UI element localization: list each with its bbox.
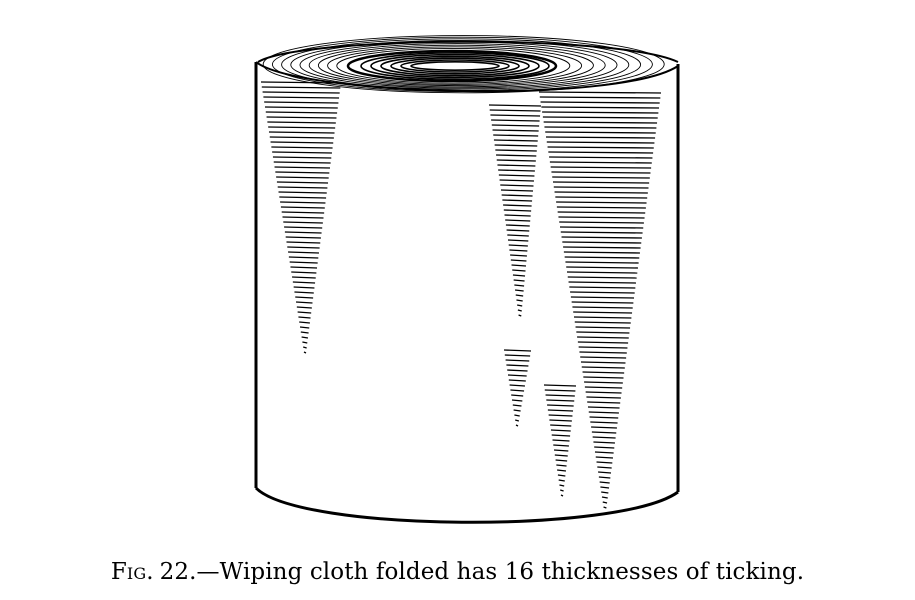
hatch-stroke bbox=[556, 460, 568, 461]
hatch-stroke bbox=[511, 395, 523, 396]
hatch-stroke bbox=[507, 370, 527, 371]
hatch-stroke bbox=[505, 220, 530, 221]
hatch-stroke bbox=[593, 437, 616, 438]
hatch-stroke bbox=[555, 197, 647, 198]
hatch-stroke bbox=[581, 362, 625, 363]
hatch-stroke bbox=[561, 495, 563, 496]
hatch-stroke bbox=[262, 87, 341, 88]
hatch-stroke bbox=[586, 392, 622, 393]
hatch-stroke bbox=[590, 422, 617, 423]
hatch-stroke bbox=[504, 350, 531, 351]
hatch-stroke bbox=[493, 135, 538, 136]
hatch-stroke bbox=[510, 255, 527, 256]
hatch-stroke bbox=[542, 112, 658, 113]
hatch-stroke bbox=[490, 110, 541, 111]
hatch-stroke bbox=[518, 310, 522, 311]
hatch-stroke bbox=[557, 207, 646, 208]
hatch-stroke bbox=[583, 372, 625, 373]
roll-shading-hatch bbox=[261, 82, 661, 508]
hatch-stroke bbox=[516, 425, 518, 426]
hatch-stroke bbox=[513, 275, 525, 276]
hatch-stroke bbox=[291, 272, 316, 273]
hatch-stroke bbox=[547, 142, 655, 143]
hatch-stroke bbox=[579, 352, 626, 353]
hatch-stroke bbox=[570, 292, 635, 293]
hatch-stroke bbox=[583, 377, 623, 378]
figure-caption bbox=[0, 556, 915, 588]
hatch-stroke bbox=[512, 270, 525, 271]
hatch-stroke bbox=[546, 137, 655, 138]
hatch-stroke bbox=[287, 247, 319, 248]
hatch-stroke bbox=[550, 425, 571, 426]
hatch-stroke bbox=[510, 385, 525, 386]
hatch-stroke bbox=[548, 410, 573, 411]
hatch-stroke bbox=[553, 182, 649, 183]
hatch-stroke bbox=[554, 187, 649, 188]
hatch-stroke bbox=[513, 405, 522, 406]
hatch-stroke bbox=[490, 115, 540, 116]
hatch-stroke bbox=[280, 202, 325, 203]
hatch-stroke bbox=[508, 240, 528, 241]
hatch-stroke bbox=[603, 502, 607, 503]
hatch-stroke bbox=[600, 482, 610, 483]
hatch-stroke bbox=[275, 167, 330, 168]
hatch-stroke bbox=[265, 107, 338, 108]
hatch-stroke bbox=[267, 117, 337, 118]
hatch-stroke bbox=[288, 252, 319, 253]
hatch-stroke bbox=[543, 117, 658, 118]
hatch-stroke bbox=[509, 250, 527, 251]
hatch-stroke bbox=[514, 280, 525, 281]
hatch-stroke bbox=[567, 272, 637, 273]
hatch-stroke bbox=[576, 332, 629, 333]
hatch-stroke bbox=[295, 297, 313, 298]
hatch-stroke bbox=[564, 252, 640, 253]
hatch-stroke bbox=[545, 132, 656, 133]
hatch-stroke bbox=[503, 205, 532, 206]
hatch-stroke bbox=[510, 390, 524, 391]
hatch-stroke bbox=[271, 147, 332, 148]
hatch-stroke bbox=[264, 102, 338, 103]
hatch-stroke bbox=[569, 282, 636, 283]
hatch-stroke bbox=[566, 267, 638, 268]
hatch-stroke bbox=[299, 322, 310, 323]
hatch-stroke bbox=[559, 485, 564, 486]
hatch-stroke bbox=[575, 322, 631, 323]
hatch-stroke bbox=[298, 317, 310, 318]
hatch-stroke bbox=[302, 337, 308, 338]
hatch-stroke bbox=[502, 200, 532, 201]
hatch-stroke bbox=[504, 210, 531, 211]
hatch-stroke bbox=[550, 162, 652, 163]
hatch-stroke bbox=[502, 195, 533, 196]
hatch-stroke bbox=[500, 185, 533, 186]
hatch-stroke bbox=[303, 347, 306, 348]
hatch-stroke bbox=[272, 152, 332, 153]
hatch-stroke bbox=[294, 287, 315, 288]
hatch-stroke bbox=[290, 262, 318, 263]
roll-hole-shading bbox=[361, 53, 549, 79]
hatch-stroke bbox=[516, 295, 523, 296]
hatch-stroke bbox=[495, 150, 536, 151]
hatch-stroke bbox=[559, 222, 644, 223]
hatch-stroke bbox=[598, 472, 611, 473]
hatch-stroke bbox=[541, 102, 660, 103]
hatch-stroke bbox=[516, 300, 522, 301]
hatch-stroke bbox=[562, 242, 641, 243]
hatch-stroke bbox=[512, 265, 526, 266]
hatch-stroke bbox=[276, 177, 329, 178]
hatch-stroke bbox=[584, 382, 623, 383]
hatch-stroke bbox=[596, 457, 613, 458]
hatch-stroke bbox=[278, 187, 328, 188]
hatch-stroke bbox=[266, 112, 337, 113]
hatch-stroke bbox=[556, 202, 646, 203]
hatch-stroke bbox=[549, 415, 573, 416]
hatch-stroke bbox=[549, 420, 571, 421]
hatch-stroke bbox=[599, 477, 610, 478]
caption-text: 22.—Wiping cloth folded has 16 thicknesses of ticking. bbox=[159, 559, 805, 585]
hatch-stroke bbox=[507, 235, 528, 236]
hatch-stroke bbox=[491, 120, 539, 121]
hatch-stroke bbox=[551, 430, 571, 431]
hatch-stroke bbox=[500, 180, 534, 181]
hatch-stroke bbox=[519, 315, 522, 316]
hatch-stroke bbox=[573, 312, 632, 313]
hatch-stroke bbox=[553, 445, 569, 446]
hatch-stroke bbox=[587, 402, 620, 403]
hatch-stroke bbox=[301, 332, 309, 333]
hatch-stroke bbox=[501, 190, 533, 191]
hatch-stroke bbox=[540, 97, 661, 98]
hatch-stroke bbox=[578, 342, 628, 343]
hatch-stroke bbox=[588, 407, 620, 408]
hatch-stroke bbox=[511, 260, 527, 261]
hatch-stroke bbox=[565, 262, 638, 263]
hole-ring bbox=[411, 62, 499, 70]
hatch-stroke bbox=[286, 242, 320, 243]
hatch-stroke bbox=[561, 232, 643, 233]
hatch-stroke bbox=[509, 380, 526, 381]
hatch-stroke bbox=[271, 142, 334, 143]
hatch-stroke bbox=[517, 305, 522, 306]
hatch-stroke bbox=[544, 385, 576, 386]
hatch-stroke bbox=[579, 347, 628, 348]
hatch-stroke bbox=[565, 257, 640, 258]
hatch-stroke bbox=[590, 417, 619, 418]
hatch-stroke bbox=[593, 442, 615, 443]
hatch-stroke bbox=[296, 302, 312, 303]
hatch-stroke bbox=[594, 447, 614, 448]
hatch-stroke bbox=[283, 222, 323, 223]
hatch-stroke bbox=[274, 162, 331, 163]
hatch-stroke bbox=[268, 127, 335, 128]
hatch-stroke bbox=[277, 182, 328, 183]
hatch-stroke bbox=[558, 475, 565, 476]
hatch-stroke bbox=[514, 285, 524, 286]
hatch-stroke bbox=[300, 327, 309, 328]
hatch-stroke bbox=[273, 157, 331, 158]
hatch-stroke bbox=[279, 192, 327, 193]
hatch-stroke bbox=[559, 480, 565, 481]
hatch-stroke bbox=[514, 415, 519, 416]
hatch-stroke bbox=[546, 400, 574, 401]
hatch-stroke bbox=[592, 432, 616, 433]
hatch-stroke bbox=[555, 192, 648, 193]
hatch-stroke bbox=[549, 157, 652, 158]
hatch-stroke bbox=[514, 410, 521, 411]
hatch-stroke bbox=[509, 245, 528, 246]
hatch-stroke bbox=[489, 105, 541, 106]
hatch-stroke bbox=[279, 197, 326, 198]
hatch-stroke bbox=[495, 145, 538, 146]
hatch-stroke bbox=[289, 257, 318, 258]
hatch-stroke bbox=[508, 375, 527, 376]
roll-top-layers bbox=[263, 36, 664, 93]
hatch-stroke bbox=[506, 225, 530, 226]
hatch-stroke bbox=[270, 137, 334, 138]
hatch-stroke bbox=[545, 390, 576, 391]
hatch-stroke bbox=[552, 435, 570, 436]
hatch-stroke bbox=[267, 122, 335, 123]
hatch-stroke bbox=[294, 292, 313, 293]
hatch-stroke bbox=[597, 467, 611, 468]
hatch-stroke bbox=[557, 470, 566, 471]
hatch-stroke bbox=[496, 155, 536, 156]
roll-bottom-edge bbox=[256, 488, 678, 522]
hatch-stroke bbox=[562, 237, 642, 238]
hatch-stroke bbox=[281, 207, 325, 208]
hatch-stroke bbox=[551, 167, 651, 168]
hatch-stroke bbox=[582, 367, 625, 368]
hatch-stroke bbox=[571, 297, 634, 298]
hatch-stroke bbox=[574, 317, 631, 318]
hatch-stroke bbox=[560, 490, 563, 491]
hatch-stroke bbox=[290, 267, 317, 268]
hatch-stroke bbox=[298, 312, 312, 313]
hatch-stroke bbox=[554, 450, 568, 451]
hatch-stroke bbox=[547, 405, 574, 406]
hatch-stroke bbox=[292, 277, 316, 278]
hatch-stroke bbox=[269, 132, 335, 133]
roll-center-hole bbox=[348, 51, 556, 81]
hatch-stroke bbox=[591, 427, 617, 428]
hatch-stroke bbox=[512, 400, 522, 401]
hatch-stroke bbox=[498, 170, 535, 171]
hatch-stroke bbox=[497, 165, 535, 166]
hatch-stroke bbox=[493, 130, 539, 131]
hatch-stroke bbox=[555, 455, 568, 456]
hatch-stroke bbox=[275, 172, 329, 173]
hatch-stroke bbox=[541, 107, 659, 108]
hatch-stroke bbox=[494, 140, 538, 141]
hatch-stroke bbox=[600, 487, 609, 488]
hatch-stroke bbox=[515, 290, 524, 291]
hatch-stroke bbox=[568, 277, 637, 278]
hatch-stroke bbox=[504, 215, 530, 216]
hatch-stroke bbox=[282, 212, 324, 213]
hatch-stroke bbox=[284, 227, 322, 228]
hatch-stroke bbox=[560, 227, 643, 228]
hatch-stroke bbox=[556, 465, 566, 466]
hatch-stroke bbox=[539, 92, 661, 93]
hatch-stroke bbox=[263, 97, 339, 98]
caption-label: Fig. bbox=[110, 559, 154, 585]
hatch-stroke bbox=[263, 92, 340, 93]
hatch-stroke bbox=[604, 507, 607, 508]
hatch-stroke bbox=[577, 337, 629, 338]
hatch-stroke bbox=[576, 327, 631, 328]
hatch-stroke bbox=[283, 217, 324, 218]
hatch-stroke bbox=[293, 282, 315, 283]
hatch-stroke bbox=[548, 147, 654, 148]
hatch-stroke bbox=[585, 387, 622, 388]
hatch-stroke bbox=[572, 302, 634, 303]
hatch-stroke bbox=[580, 357, 626, 358]
hatch-stroke bbox=[546, 395, 575, 396]
hatch-stroke bbox=[552, 177, 650, 178]
hatch-stroke bbox=[563, 247, 641, 248]
hatch-stroke bbox=[515, 420, 519, 421]
hatch-stroke bbox=[507, 230, 530, 231]
hatch-stroke bbox=[558, 212, 646, 213]
hatch-stroke bbox=[506, 365, 528, 366]
hatch-stroke bbox=[302, 342, 307, 343]
hatch-stroke bbox=[553, 440, 570, 441]
hatch-stroke bbox=[544, 127, 656, 128]
hatch-stroke bbox=[597, 462, 613, 463]
hatch-stroke bbox=[548, 152, 653, 153]
hatch-stroke bbox=[544, 122, 657, 123]
hatch-stroke bbox=[506, 360, 530, 361]
hatch-stroke bbox=[297, 307, 312, 308]
hatch-stroke bbox=[285, 232, 322, 233]
hatch-stroke bbox=[595, 452, 614, 453]
hatch-stroke bbox=[551, 172, 650, 173]
hatch-stroke bbox=[286, 237, 321, 238]
hatch-stroke bbox=[569, 287, 635, 288]
hatch-stroke bbox=[558, 217, 644, 218]
hatch-stroke bbox=[589, 412, 619, 413]
hatch-stroke bbox=[497, 160, 536, 161]
hatch-stroke bbox=[602, 497, 608, 498]
hatch-stroke bbox=[601, 492, 608, 493]
hatch-stroke bbox=[572, 307, 632, 308]
hatch-stroke bbox=[499, 175, 535, 176]
hatch-stroke bbox=[304, 352, 306, 353]
hatch-stroke bbox=[492, 125, 539, 126]
hatch-stroke bbox=[586, 397, 620, 398]
hatch-stroke bbox=[505, 355, 530, 356]
